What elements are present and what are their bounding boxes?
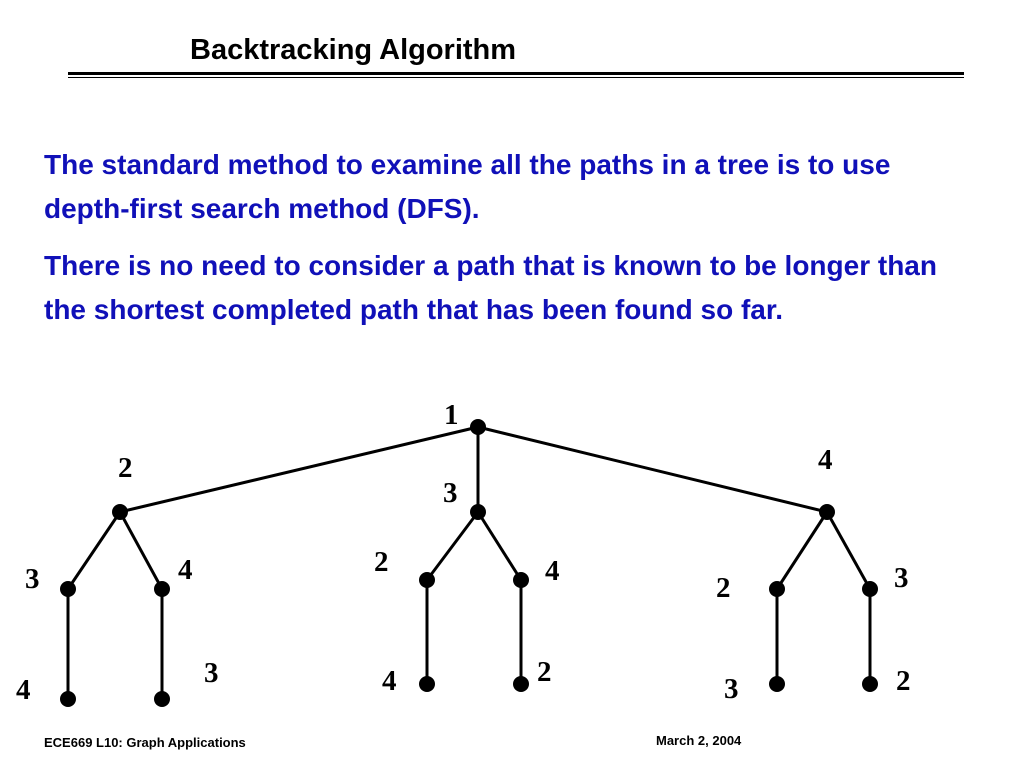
- slide-title: Backtracking Algorithm: [190, 34, 517, 66]
- label-s1-c0: 2: [374, 546, 389, 578]
- node-s1: [470, 504, 486, 520]
- node-s2-c0: [769, 581, 785, 597]
- node-s0: [112, 504, 128, 520]
- edge-s0-c1: [120, 512, 162, 589]
- footer-date: March 2, 2004: [656, 733, 742, 748]
- node-s0-c0: [60, 581, 76, 597]
- edge-s0-c0: [68, 512, 120, 589]
- label-s0-c1-leaf: 3: [204, 657, 219, 689]
- node-s0-c1-leaf: [154, 691, 170, 707]
- node-s1-c1-leaf: [513, 676, 529, 692]
- label-s1-c1-leaf: 2: [537, 656, 552, 688]
- node-root: [470, 419, 486, 435]
- node-s1-c1: [513, 572, 529, 588]
- node-s2-c1: [862, 581, 878, 597]
- node-s2-c0-leaf: [769, 676, 785, 692]
- node-s0-c0-leaf: [60, 691, 76, 707]
- node-s2: [819, 504, 835, 520]
- edge-s2-c0: [777, 512, 827, 589]
- label-s0-c0: 3: [25, 563, 40, 595]
- edge-root-s2: [478, 427, 827, 512]
- label-s1-c0-leaf: 4: [382, 665, 397, 697]
- node-s2-c1-leaf: [862, 676, 878, 692]
- paragraph-pruning: There is no need to consider a path that is known to be longer than the shortest completed path that has been found so far.: [44, 250, 937, 325]
- paragraph-dfs: The standard method to examine all the paths in a tree is to use depth-first search method (DFS).: [44, 149, 891, 224]
- node-s1-c0-leaf: [419, 676, 435, 692]
- node-s1-c0: [419, 572, 435, 588]
- footer-course: ECE669 L10: Graph Applications: [44, 735, 246, 750]
- edge-s2-c1: [827, 512, 870, 589]
- label-s1-c1: 4: [545, 555, 560, 587]
- label-s1: 3: [443, 477, 458, 509]
- label-s2: 4: [818, 444, 833, 476]
- label-s2-c0: 2: [716, 572, 731, 604]
- edge-s1-c0: [427, 512, 478, 580]
- label-s0: 2: [118, 452, 133, 484]
- label-s0-c1: 4: [178, 554, 193, 586]
- label-s2-c0-leaf: 3: [724, 673, 739, 705]
- label-root: 1: [444, 399, 459, 431]
- label-s0-c0-leaf: 4: [16, 674, 31, 706]
- label-s2-c1-leaf: 2: [896, 665, 911, 697]
- label-s2-c1: 3: [894, 562, 909, 594]
- edge-s1-c1: [478, 512, 521, 580]
- edge-root-s0: [120, 427, 478, 512]
- node-s0-c1: [154, 581, 170, 597]
